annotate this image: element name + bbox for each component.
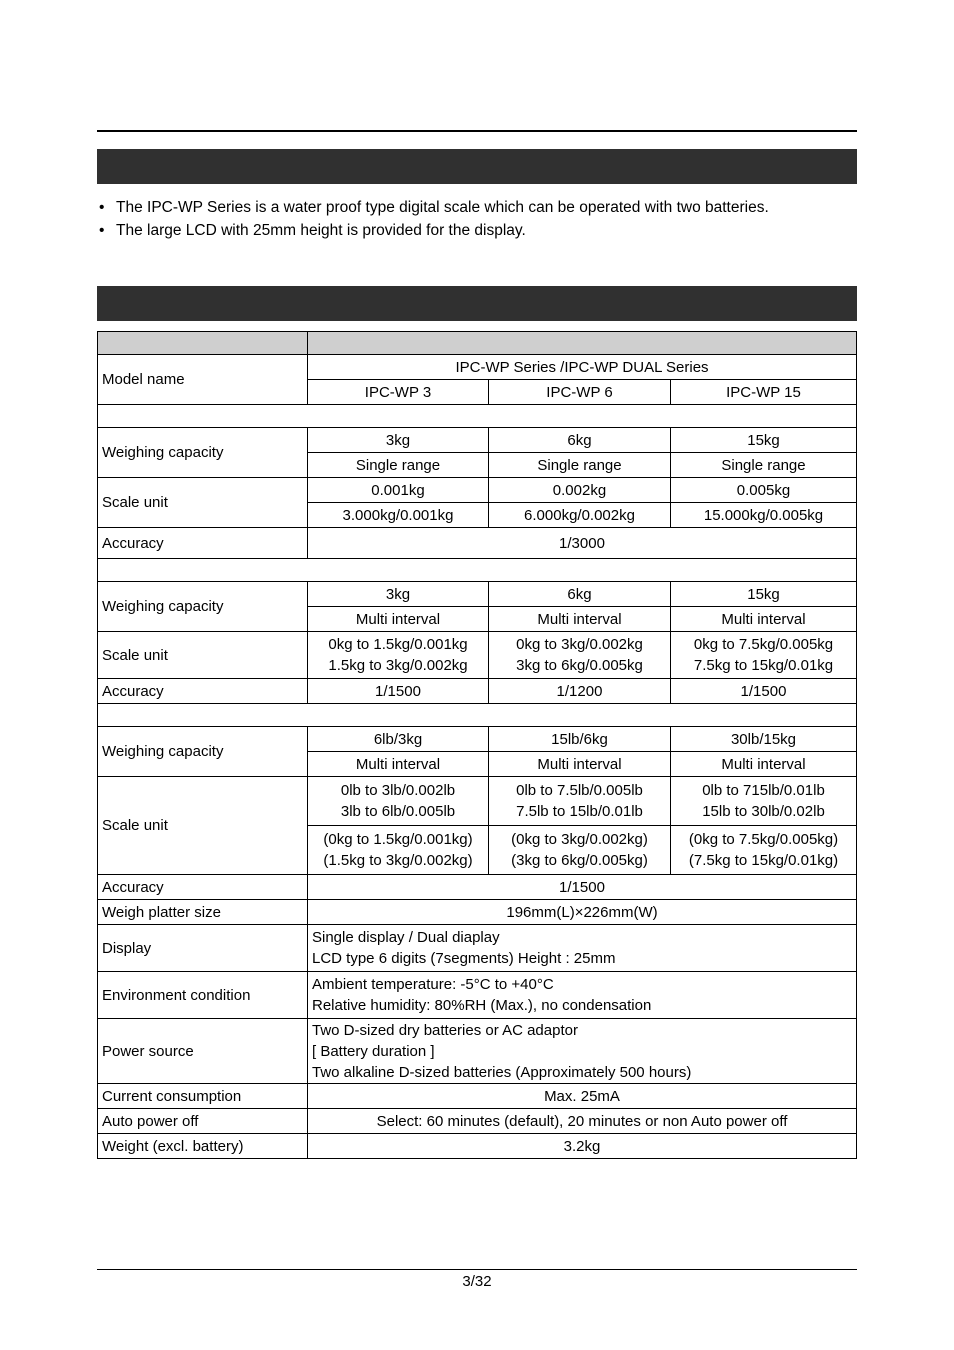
table-cell: 15lb/6kg [489, 727, 671, 752]
cell-line: (0kg to 1.5kg/0.001kg) [323, 831, 473, 848]
row-label: Weighing capacity [98, 428, 308, 478]
table-cell: 30lb/15kg [671, 727, 857, 752]
section-separator [98, 405, 857, 428]
table-cell: Multi interval [671, 752, 857, 777]
row-label: Accuracy [98, 528, 308, 559]
specification-table [97, 331, 857, 1159]
bullet-icon: • [99, 199, 105, 216]
table-cell: 0.005kg [671, 478, 857, 503]
table-cell [489, 826, 671, 875]
table-cell [671, 826, 857, 875]
row-label: Weighing capacity [98, 727, 308, 777]
table-cell: 6kg [489, 582, 671, 607]
table-cell: Single range [489, 453, 671, 478]
cell-line: Single display / Dual diaplay [312, 929, 500, 946]
table-cell: 3.2kg [308, 1134, 857, 1159]
table-cell [308, 632, 489, 679]
cell-line: 1.5kg to 3kg/0.002kg [328, 657, 468, 674]
table-row [98, 900, 857, 925]
table-cell: Multi interval [489, 607, 671, 632]
list-item [97, 196, 857, 219]
row-label: Current consumption [98, 1084, 308, 1109]
table-row [98, 925, 857, 972]
cell-line: Relative humidity: 80%RH (Max.), no condensation [312, 997, 652, 1014]
table-cell: 3kg [308, 582, 489, 607]
cell-line: 0lb to 3lb/0.002lb [340, 782, 456, 799]
table-cell: Max. 25mA [308, 1084, 857, 1109]
section-separator-row [98, 405, 857, 428]
row-label: Weight (excl. battery) [98, 1134, 308, 1159]
cell-line: 15lb to 30lb/0.02lb [702, 803, 825, 820]
table-row [98, 727, 857, 752]
table-cell: 15kg [671, 582, 857, 607]
table-row [98, 679, 857, 704]
table-cell [308, 826, 489, 875]
section-heading-bar-2 [97, 286, 857, 321]
table-cell [671, 632, 857, 679]
table-row [98, 582, 857, 607]
table-row [98, 875, 857, 900]
table-cell: Select: 60 minutes (default), 20 minutes or non Auto power off [308, 1109, 857, 1134]
table-cell: Multi interval [489, 752, 671, 777]
table-cell: Single range [308, 453, 489, 478]
row-label: Power source [98, 1019, 308, 1084]
table-row [98, 1109, 857, 1134]
table-cell: 3.000kg/0.001kg [308, 503, 489, 528]
table-cell [308, 1019, 857, 1084]
cell-line: (7.5kg to 15kg/0.01kg) [688, 852, 839, 869]
row-label: Weigh platter size [98, 900, 308, 925]
table-cell: 1/1200 [489, 679, 671, 704]
table-row [98, 478, 857, 503]
table-row [98, 528, 857, 559]
table-row [98, 777, 857, 826]
bullet-text: The IPC-WP Series is a water proof type digital scale which can be operated with two batteries. [116, 199, 769, 216]
section-separator-row [98, 704, 857, 727]
table-row [98, 632, 857, 679]
model-name-label: Model name [98, 355, 308, 405]
cell-line: LCD type 6 digits (7segments) Height : 25mm [312, 950, 616, 967]
table-cell: Multi interval [671, 607, 857, 632]
intro-bullet-list [97, 196, 857, 242]
cell-line: 3lb to 6lb/0.005lb [340, 803, 456, 820]
table-row [98, 355, 857, 380]
cell-line: 0kg to 1.5kg/0.001kg [328, 636, 468, 653]
series-name: IPC-WP Series /IPC-WP DUAL Series [308, 355, 857, 380]
cell-line: 0kg to 3kg/0.002kg [516, 636, 643, 653]
table-cell: 0.001kg [308, 478, 489, 503]
row-label: Scale unit [98, 777, 308, 875]
table-row [98, 1134, 857, 1159]
cell-line: 7.5lb to 15lb/0.01lb [516, 803, 643, 820]
model-cell: IPC-WP 3 [308, 380, 489, 405]
footer-rule [97, 1269, 857, 1270]
table-row [98, 1084, 857, 1109]
row-label: Accuracy [98, 679, 308, 704]
table-cell: 1/3000 [308, 528, 857, 559]
table-cell: 0.002kg [489, 478, 671, 503]
table-cell: 6lb/3kg [308, 727, 489, 752]
cell-line: Two D-sized dry batteries or AC adaptor [312, 1021, 578, 1039]
table-cell: Multi interval [308, 752, 489, 777]
table-cell [489, 777, 671, 826]
cell-line: 0lb to 715lb/0.01lb [702, 782, 825, 799]
table-cell: 6kg [489, 428, 671, 453]
cell-line: (0kg to 7.5kg/0.005kg) [688, 831, 839, 848]
header-cell [308, 332, 857, 355]
table-cell: 15kg [671, 428, 857, 453]
cell-line: 3kg to 6kg/0.005kg [516, 657, 643, 674]
table-cell: 6.000kg/0.002kg [489, 503, 671, 528]
list-item [97, 219, 857, 242]
row-label: Display [98, 925, 308, 972]
row-label: Auto power off [98, 1109, 308, 1134]
table-cell: Multi interval [308, 607, 489, 632]
cell-line: 7.5kg to 15kg/0.01kg [693, 657, 834, 674]
cell-line: [ Battery duration ] [312, 1042, 435, 1060]
cell-line: Ambient temperature: -5°C to +40°C [312, 976, 554, 993]
cell-line: (3kg to 6kg/0.005kg) [511, 852, 648, 869]
table-cell [308, 972, 857, 1019]
section-heading-bar-1 [97, 149, 857, 184]
cell-line: (1.5kg to 3kg/0.002kg) [323, 852, 473, 869]
section-separator [98, 559, 857, 582]
header-rule [97, 130, 857, 132]
cell-line: 0lb to 7.5lb/0.005lb [516, 782, 643, 799]
section-separator-row [98, 559, 857, 582]
cell-line: 0kg to 7.5kg/0.005kg [693, 636, 834, 653]
table-row [98, 428, 857, 453]
cell-line: (0kg to 3kg/0.002kg) [511, 831, 648, 848]
table-cell: 1/1500 [308, 679, 489, 704]
row-label: Weighing capacity [98, 582, 308, 632]
model-cell: IPC-WP 15 [671, 380, 857, 405]
table-cell [308, 925, 857, 972]
row-label: Scale unit [98, 478, 308, 528]
cell-line: Two alkaline D-sized batteries (Approximately 500 hours) [312, 1063, 692, 1081]
table-row [98, 972, 857, 1019]
page-number: 3/32 [462, 1273, 492, 1290]
section-separator [98, 704, 857, 727]
bullet-text: The large LCD with 25mm height is provided for the display. [116, 222, 526, 239]
table-cell: 1/1500 [671, 679, 857, 704]
model-cell: IPC-WP 6 [489, 380, 671, 405]
row-label: Environment condition [98, 972, 308, 1019]
table-cell: 1/1500 [308, 875, 857, 900]
table-row [98, 1019, 857, 1084]
table-cell [308, 777, 489, 826]
header-cell [98, 332, 308, 355]
row-label: Accuracy [98, 875, 308, 900]
bullet-icon: • [99, 222, 105, 239]
table-cell [671, 777, 857, 826]
table-cell: 15.000kg/0.005kg [671, 503, 857, 528]
table-cell: Single range [671, 453, 857, 478]
table-cell [489, 632, 671, 679]
table-cell: 3kg [308, 428, 489, 453]
table-cell: 196mm(L)×226mm(W) [308, 900, 857, 925]
table-header-row [98, 332, 857, 355]
row-label: Scale unit [98, 632, 308, 679]
